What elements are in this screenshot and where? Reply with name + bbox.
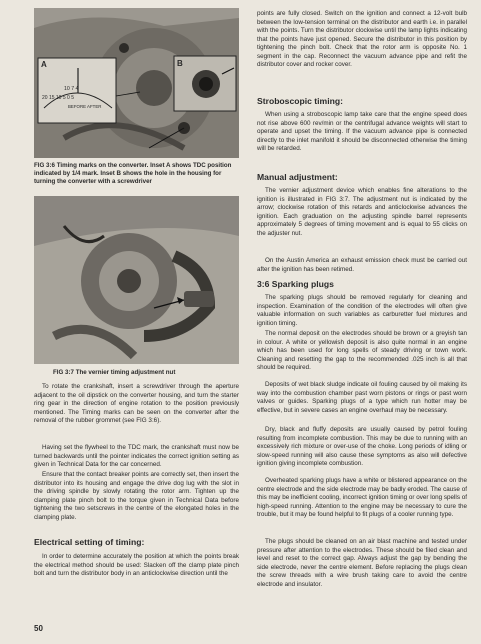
scale-text-numbers: 20 15 10 5 0 5 [42, 95, 74, 101]
plugs-para-6: The plugs should be cleaned on an air blast machine and tested under pressure after attention to the electrodes. These should be filed clean and level and reset to the correct gap. Always adjust the gap by bending the side electrode, never the centre element. Before replacing the plugs clean the screw threads with a wire brush taking care to avoid the centre electrode and insulator. [257, 538, 467, 588]
figure-3-6 [34, 8, 239, 158]
figure-3-7-caption: FIG 3:7 The vernier timing adjustment nut [53, 369, 176, 376]
manual-para-1: The vernier adjustment device which enables fine alterations to the ignition is illustrated in FIG 3:7. The adjustment nut is indicated by the arrow; clockwise rotation of this retards and anticlockwise advances the ignition. Each graduation on the adjusting spindle barrel represents approximately 5 degrees of timing movement and is equal to 55 clicks on the adjuster nut. [257, 187, 467, 237]
page-number: 50 [34, 624, 43, 633]
right-intro: points are fully closed. Switch on the ignition and connect a 12-volt bulb between the low-tension terminal on the distributor and earth i.e. in parallel with the points. Turn the distributor clockwise until the lamp lights indicating that the points have just opened. Secure the distributor in this position by tightening the pinch bolt. Check that the rotor arm is opposite No. 1 segment in the cap. Reconnect the vacuum advance pipe and refit the distributor cover and rocker cover. [257, 10, 467, 69]
heading-electrical-setting: Electrical setting of timing: [34, 537, 145, 547]
figure-3-6-caption: FIG 3:6 Timing marks on the converter. Inset A shows TDC position indicated by 1/4 mark. Inset B shows the hole in the housing for turning the converter with a screwdriver [34, 162, 232, 186]
figure-3-7 [34, 196, 239, 364]
left-para-3: Ensure that the contact breaker points are correctly set, then insert the distributor into its housing and engage the drive dog lug with the slot in the driving spindle by slowly rotating the rotor arm. Tighten up the clamping plate pinch bolt to the torque given in Technical Data before tightening the two setscrews in the centre of the elongated holes in the clamping plate. [34, 471, 239, 521]
heading-manual: Manual adjustment: [257, 172, 338, 182]
left-para-2: Having set the flywheel to the TDC mark, the crankshaft must now be turned backwards until the pointer indicates the correct ignition setting as given in Technical Data for the car concerned. [34, 444, 239, 469]
heading-sparking-plugs: 3:6 Sparking plugs [257, 279, 334, 289]
plugs-para-5: Overheated sparking plugs have a white or blistered appearance on the centre electrode and the side electrode may be badly eroded. The cause of this may be inefficient cooling, incorrect ignition timing or over long spells of high-speed running. Attention to the engine may be necessary to cure the trouble, but it may be found helpful to fit plugs of a cooler running type. [257, 477, 467, 519]
electrical-para: In order to determine accurately the position at which the points break the electrical method should be used: Slacken off the clamp plate pinch bolt and turn the distributor body in an anticlockwise direction until the [34, 553, 239, 578]
manual-para-2: On the Austin America an exhaust emission check must be carried out after the ignition has been retimed. [257, 257, 467, 273]
strobo-para: When using a stroboscopic lamp take care that the engine speed does not rise above 600 rev/min or the centrifugal advance weights will start to operate and upset the timing. If the vacuum advance pipe is connected directly to the inlet manifold it should be disconnected otherwise the timing will be retarded. [257, 111, 467, 153]
converter-photo [34, 8, 239, 158]
plugs-para-1: The sparking plugs should be removed regularly for cleaning and inspection. Examination of the condition of the electrodes will often give valuable information on such variables as carburetter fuel mixtures and ignition timing. [257, 294, 467, 327]
inset-a-label: A [41, 60, 47, 69]
left-para-1: To rotate the crankshaft, insert a screwdriver through the aperture adjacent to the oil dipstick on the converter housing, and turn the starter ring gear in the direction of engine rotation to the position previously mentioned. The Timing marks can be seen on the converter after the removal of the rubber grommet (see FIG 3:6). [34, 383, 239, 425]
inset-b-label: B [177, 59, 183, 68]
scale-text-top: 10 7 4 [64, 86, 79, 92]
heading-stroboscopic: Stroboscopic timing: [257, 96, 343, 106]
plugs-para-4: Dry, black and fluffy deposits are usually caused by petrol fouling resulting from incomplete combustion. This may be due to running with an excessively rich mixture or over-use of the choke. Long periods of idling or slow-speed running will also cause these symptoms as also will defective ignition giving incomplete combustion. [257, 426, 467, 468]
plugs-para-2: The normal deposit on the electrodes should be brown or a greyish tan in colour. A white or yellowish deposit is also quite normal in an engine which has been used for long spells of steady driving or town work. Cleaning and resetting the gap to the recommended .025 inch is all that should be required. [257, 330, 467, 372]
scale-text-before-after: BEFORE AFTER [68, 104, 102, 109]
distributor-photo [34, 196, 239, 364]
plugs-para-3: Deposits of wet black sludge indicate oil fouling caused by oil making its way into the combustion chamber past worn pistons or rings or past worn valves or guides. Sparking plugs of a type which run hotter may be effective, but in severe cases an engine overhaul may be necessary. [257, 381, 467, 414]
